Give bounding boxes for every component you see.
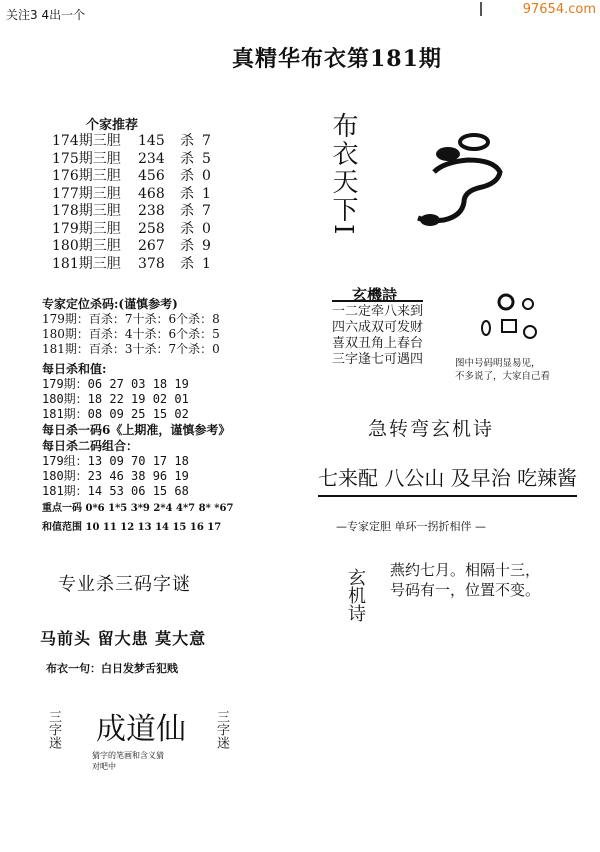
expert-section: [42, 296, 233, 536]
kill-row: 181期三胆 378 杀 1: [52, 255, 211, 272]
kill-value-row: 179期：06 27 03 18 19: [42, 377, 189, 391]
focus-line: 重点一码 0*6 1*5 3*9 2*4 4*7 8* *67: [42, 503, 234, 514]
daily-one-title: 每日杀一码6《上期准，谨慎参考》: [42, 423, 231, 437]
xuanji-line: 喜双丑角上春台: [332, 336, 424, 351]
buyi-vertical-label: 布衣天下I: [328, 112, 358, 237]
sum-range: 和值范围 10 11 12 13 14 15 16 17: [42, 522, 222, 533]
daily-two-row: 181期：14 53 06 15 68: [42, 484, 189, 498]
note-line: 图中号码明显易见，: [455, 358, 541, 369]
kill-row: 180期三胆 267 杀 9: [52, 238, 211, 254]
hint-line: 猜字的笔画和含义猜: [92, 751, 164, 760]
daily-two-row: 179组：13 09 70 17 18: [42, 454, 189, 468]
chengdao-text: 成道仙: [96, 712, 186, 747]
expert-row: 180期：百杀：4十杀：6个杀：5: [42, 327, 220, 341]
kill-value-row: 181期：08 09 25 15 02: [42, 407, 189, 421]
phrase-line: 七来配 八公山 及早治 吃辣酱: [318, 462, 577, 497]
daily-two-title: 每日杀二码组合：: [42, 439, 139, 453]
hook-image: [404, 132, 524, 236]
poem-line: 燕约七月。相隔十三，: [390, 561, 541, 579]
glyph-picture: [472, 292, 552, 352]
kill-value-title: 每日杀和值:: [42, 362, 107, 376]
kill-row: 177期三胆 468 杀 1: [52, 185, 211, 202]
note-box: [455, 357, 550, 383]
xuanji-title: 玄機詩: [352, 286, 398, 304]
xuanji-line: 一二定牵八来到: [332, 304, 424, 319]
riddle-hint: [92, 750, 164, 772]
kill-row: 176期三胆 456 杀 0: [52, 168, 211, 184]
xuanji-line: 三字逢七可遇四: [332, 352, 424, 367]
poem-text: [390, 560, 540, 600]
one-sentence: 布衣一句：白日发梦舌犯贱: [46, 662, 178, 675]
xuanji-poem: [332, 300, 423, 368]
kill-row: 179期三胆 258 杀 0: [52, 220, 211, 237]
kill-value-row: 180期：18 22 19 02 01: [42, 392, 189, 406]
three-char-riddle-right: 三字迷: [214, 710, 229, 749]
watermark-link[interactable]: 97654.com: [488, 0, 600, 20]
kill-three-title: 专业杀三码字谜: [58, 574, 191, 595]
note-line: 不多说了，大家自己看: [455, 371, 551, 382]
kill-section-heading: 个家推荐: [86, 118, 139, 133]
expert-dingdan: —专家定胆 单环一拐折相伴 —: [336, 520, 486, 533]
kill-row: 175期三胆 234 杀 5: [52, 150, 211, 167]
daily-two-row: 180期：23 46 38 96 19: [42, 469, 189, 483]
kill-row: 178期三胆 238 杀 7: [52, 203, 211, 219]
hint-line: 对吧中: [92, 762, 116, 771]
page-title: 真精华布衣第181期: [232, 46, 442, 72]
top-note: 关注3 4出一个: [6, 8, 86, 22]
three-char-riddle-left: 三字迷: [46, 710, 61, 749]
poem-line: 号码有一，位置不变。: [390, 581, 541, 599]
expert-title: 专家定位杀码:(谨慎参考): [42, 297, 178, 311]
kill-row: 174期三胆 145 杀 7: [52, 133, 211, 149]
expert-row: 179期：百杀：7十杀：6个杀：8: [42, 312, 220, 326]
poem-vertical-title: 玄机诗: [345, 568, 366, 622]
kill-list: [52, 133, 211, 273]
urgent-title: 急转弯玄机诗: [368, 418, 495, 440]
xuanji-line: 四六成双可发财: [332, 320, 424, 335]
expert-row: 181期：百杀：3十杀：7个杀：0: [42, 342, 220, 356]
watermark-divider: [480, 2, 482, 16]
riddle-line: 马前头 留大患 莫大意: [40, 629, 207, 648]
